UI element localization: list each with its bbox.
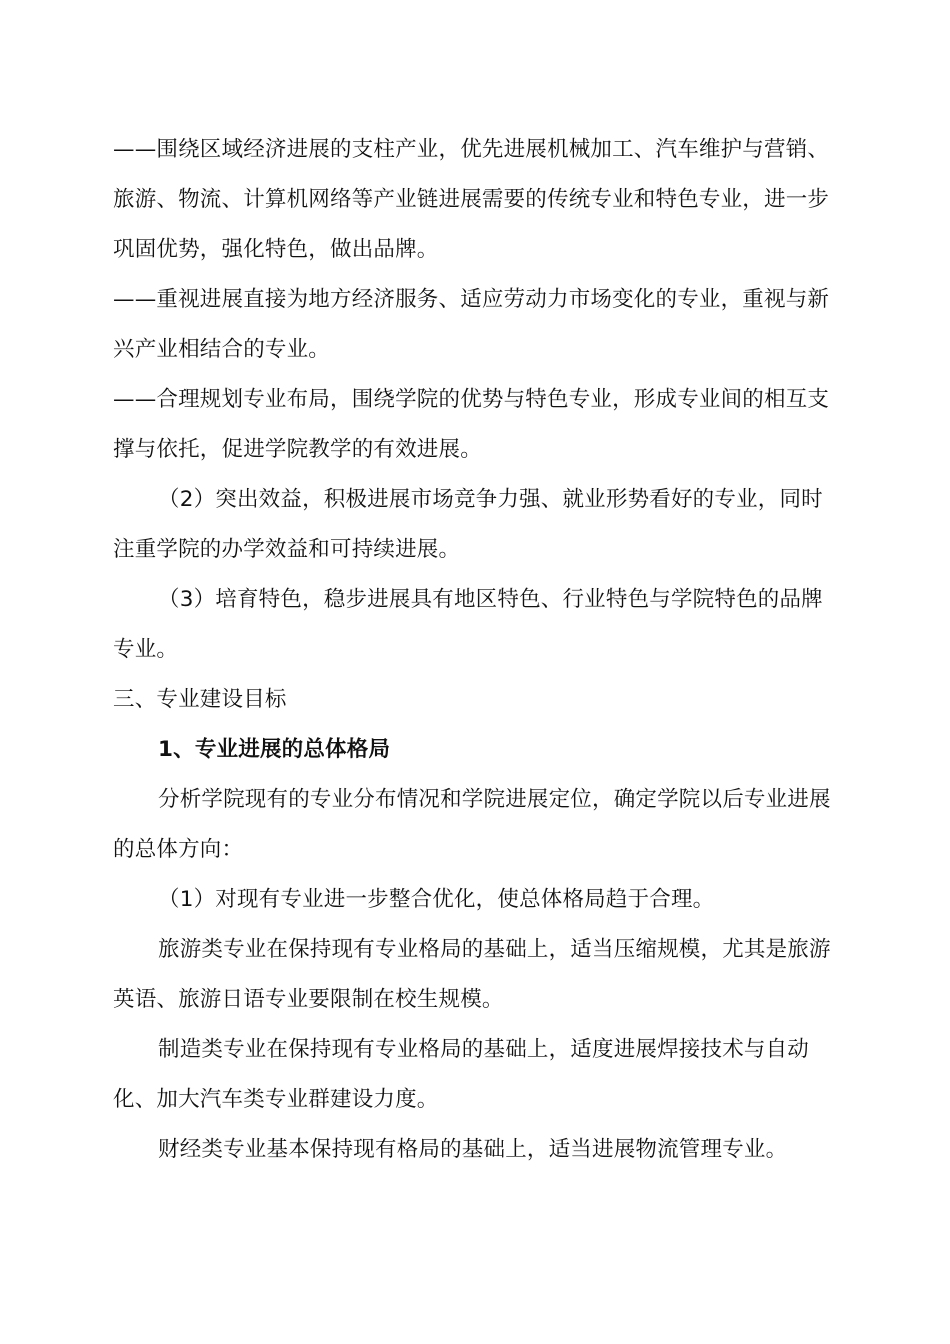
- paragraph-manufacturing: 制造类专业在保持现有专业格局的基础上，适度进展焊接技术与自动化、加大汽车类专业群建设力度。: [113, 1037, 810, 1112]
- paragraph-tourism: 旅游类专业在保持现有专业格局的基础上，适当压缩规模，尤其是旅游英语、旅游日语专业要限制在校生规模。: [113, 937, 831, 1012]
- paragraph-pillar-industries: ——围绕区域经济进展的支柱产业，优先进展机械加工、汽车维护与营销、旅游、物流、计算机网络等产业链进展需要的传统专业和特色专业，进一步巩固优势，强化特色，做出品牌。: [113, 137, 830, 262]
- paragraph-finance: 财经类专业基本保持现有格局的基础上，适当进展物流管理专业。: [158, 1137, 788, 1162]
- subheading-overall-layout: 1、专业进展的总体格局: [158, 737, 391, 762]
- paragraph-benefits: （2）突出效益，积极进展市场竞争力强、就业形势看好的专业，同时注重学院的办学效益和可持续进展。: [113, 487, 823, 562]
- paragraph-local-economy: ——重视进展直接为地方经济服务、适应劳动力市场变化的专业，重视与新兴产业相结合的专业。: [113, 287, 830, 362]
- paragraph-features: （3）培育特色，稳步进展具有地区特色、行业特色与学院特色的品牌专业。: [113, 587, 823, 662]
- section-heading-goals: 三、专业建设目标: [113, 687, 287, 712]
- paragraph-analysis: 分析学院现有的专业分布情况和学院进展定位，确定学院以后专业进展的总体方向：: [113, 787, 831, 862]
- paragraph-optimize: （1）对现有专业进一步整合优化，使总体格局趋于合理。: [158, 887, 715, 912]
- document-body: [113, 125, 843, 1175]
- paragraph-layout-planning: ——合理规划专业布局，围绕学院的优势与特色专业，形成专业间的相互支撑与依托，促进学院教学的有效进展。: [113, 387, 830, 462]
